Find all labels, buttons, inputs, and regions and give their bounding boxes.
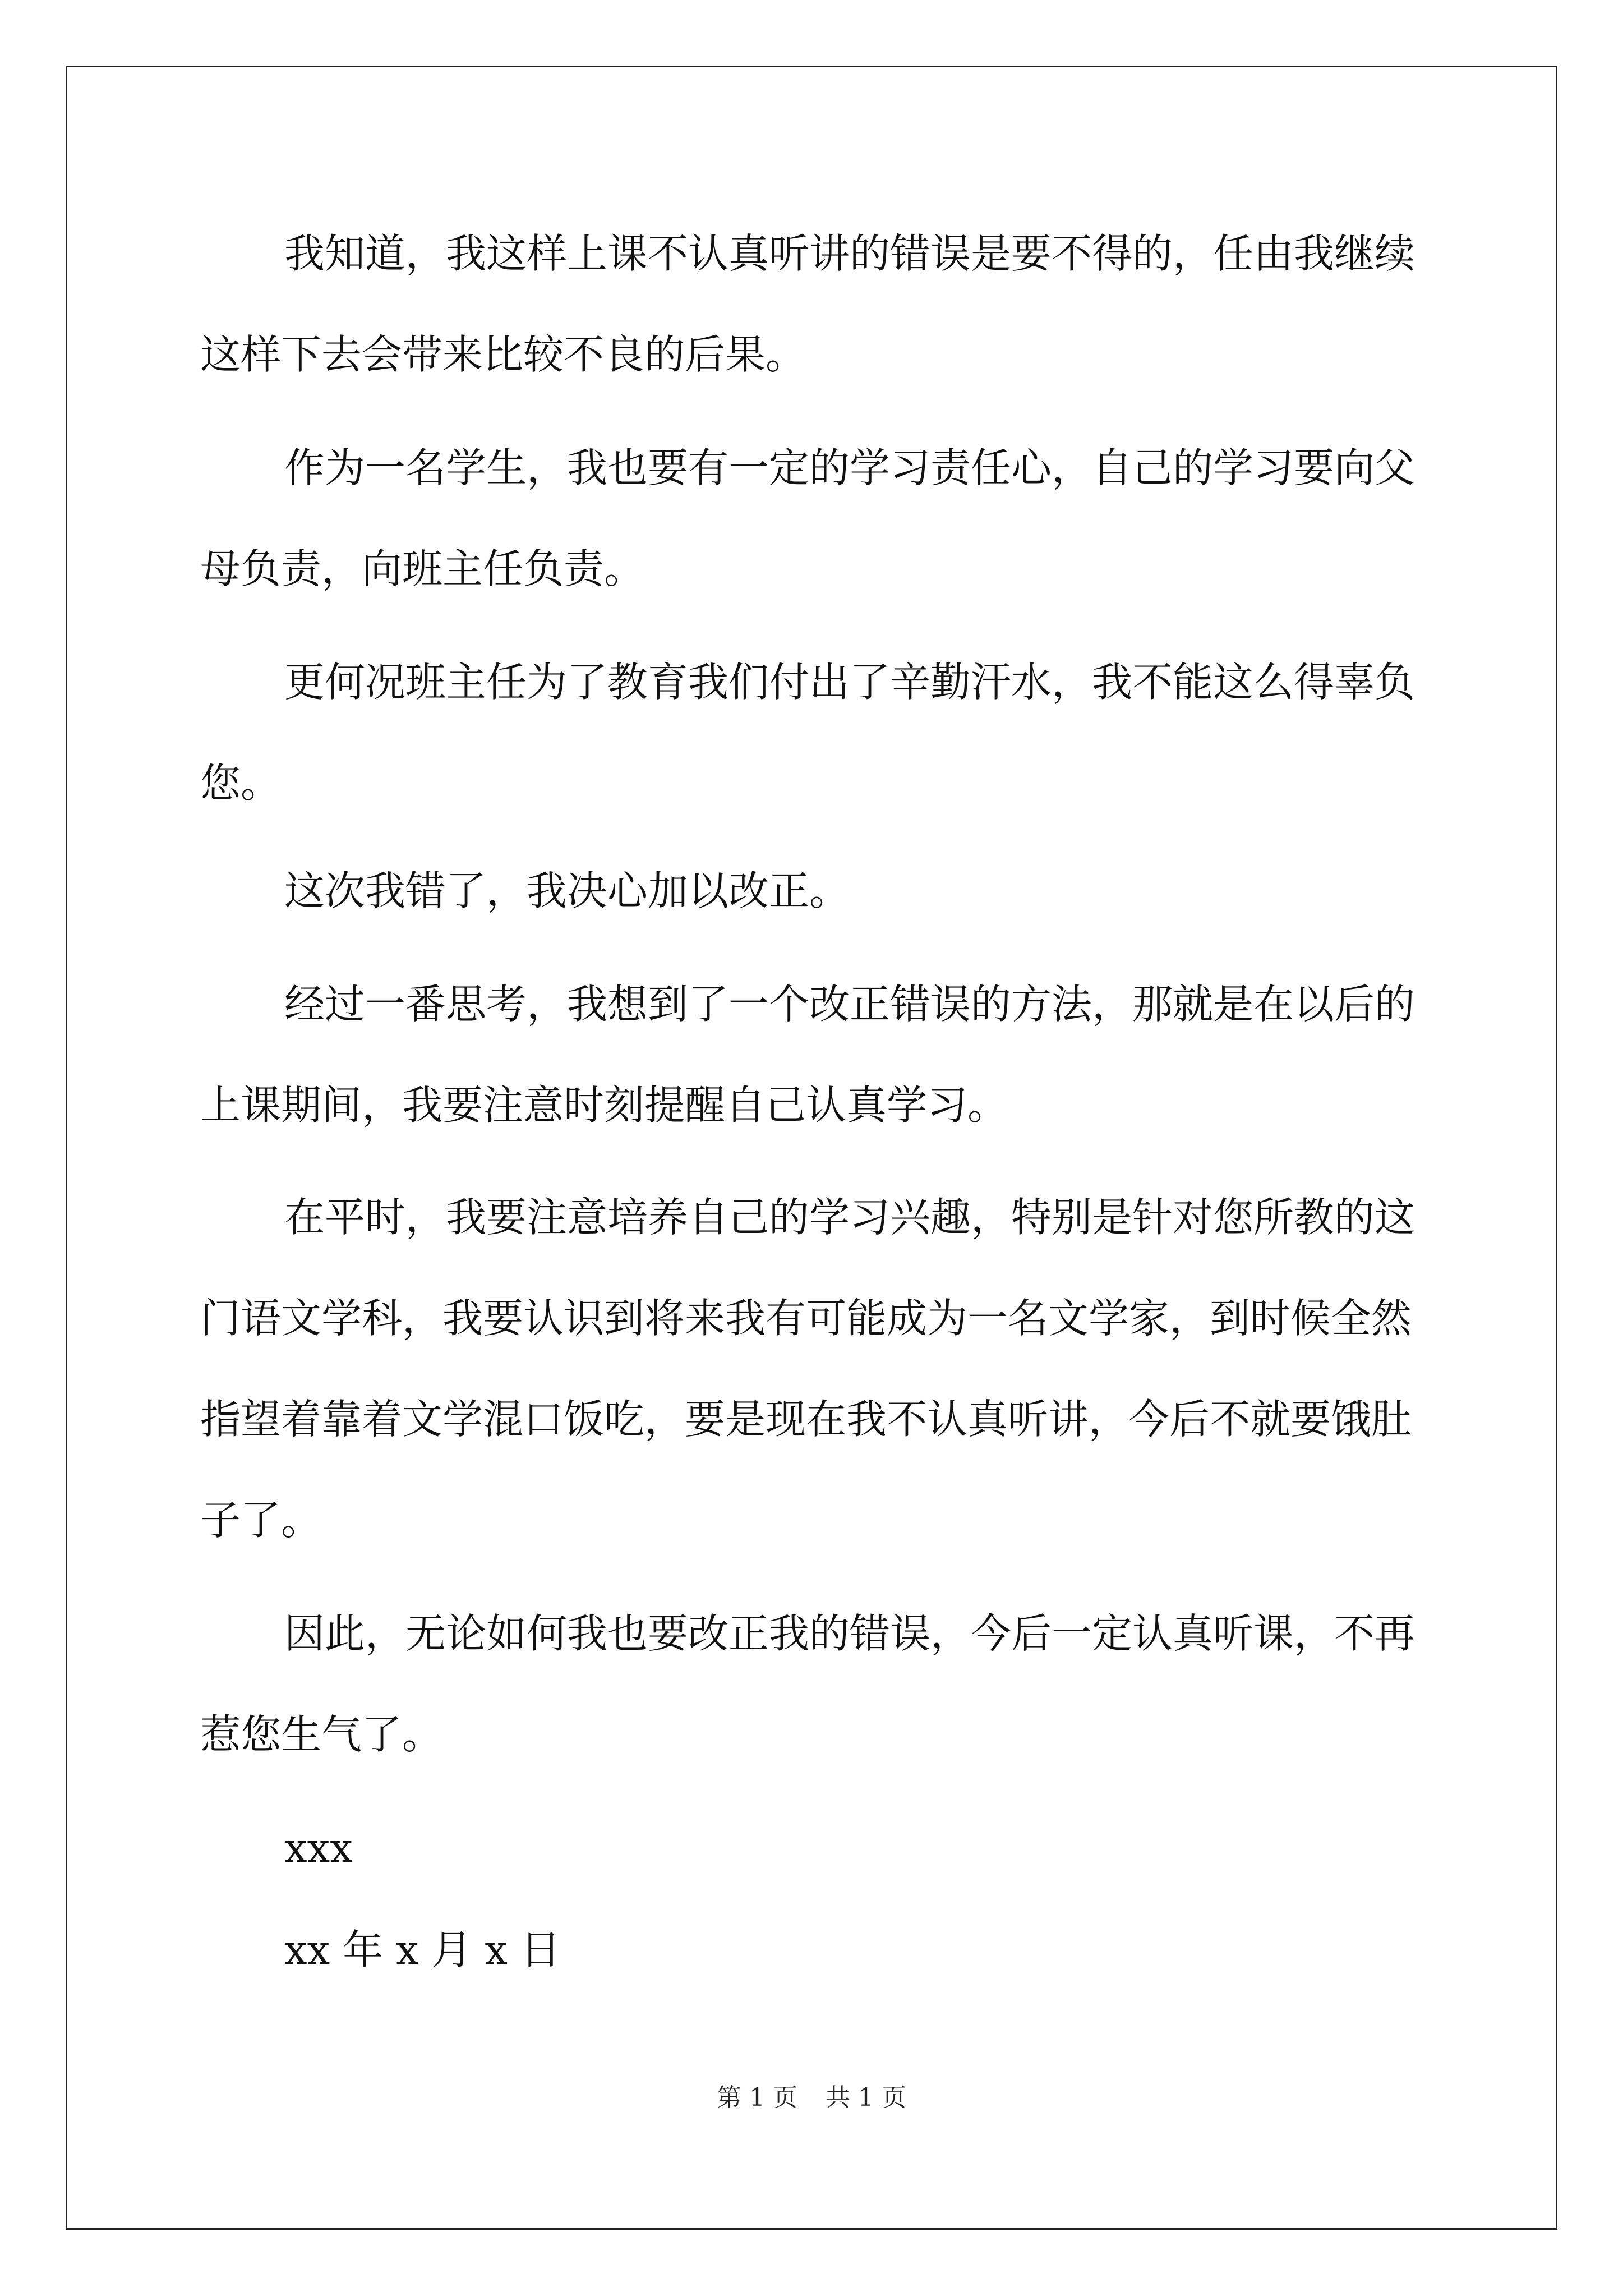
- paragraph-line: 在平时，我要注意培养自己的学习兴趣，特别是针对您所教的这: [284, 1194, 1415, 1241]
- paragraph-line: 这次我错了，我决心加以改正。: [284, 867, 850, 914]
- paragraph-line: 作为一名学生，我也要有一定的学习责任心，自己的学习要向父: [284, 444, 1415, 491]
- paragraph-line: 惹您生气了。: [200, 1711, 443, 1758]
- paragraph-line: 更何况班主任为了教育我们付出了辛勤汗水，我不能这么得辜负: [284, 659, 1415, 706]
- page-total: 共 1 页: [826, 2083, 906, 2112]
- page-number: 第 1 页: [717, 2083, 797, 2112]
- page-border: [66, 66, 1557, 2230]
- date-line: xx 年 x 月 x 日: [284, 1926, 561, 1973]
- paragraph-line: 经过一番思考，我想到了一个改正错误的方法，那就是在以后的: [284, 981, 1415, 1028]
- paragraph-line: 我知道，我这样上课不认真听讲的错误是要不得的，任由我继续: [284, 230, 1415, 277]
- paragraph-line: 母负责，向班主任负责。: [200, 545, 645, 592]
- paragraph-line: 这样下去会带来比较不良的后果。: [200, 331, 806, 378]
- paragraph-line: 因此，无论如何我也要改正我的错误，今后一定认真听课，不再: [284, 1610, 1415, 1657]
- signature: xxx: [284, 1824, 353, 1871]
- page-footer: [0, 2081, 1623, 2115]
- paragraph-line: 您。: [200, 760, 282, 807]
- paragraph-line: 子了。: [200, 1497, 322, 1544]
- paragraph-line: 上课期间，我要注意时刻提醒自己认真学习。: [200, 1082, 1008, 1129]
- paragraph-line: 门语文学科，我要认识到将来我有可能成为一名文学家，到时候全然: [200, 1295, 1412, 1342]
- paragraph-line: 指望着靠着文学混口饭吃，要是现在我不认真听讲，今后不就要饿肚: [200, 1396, 1412, 1443]
